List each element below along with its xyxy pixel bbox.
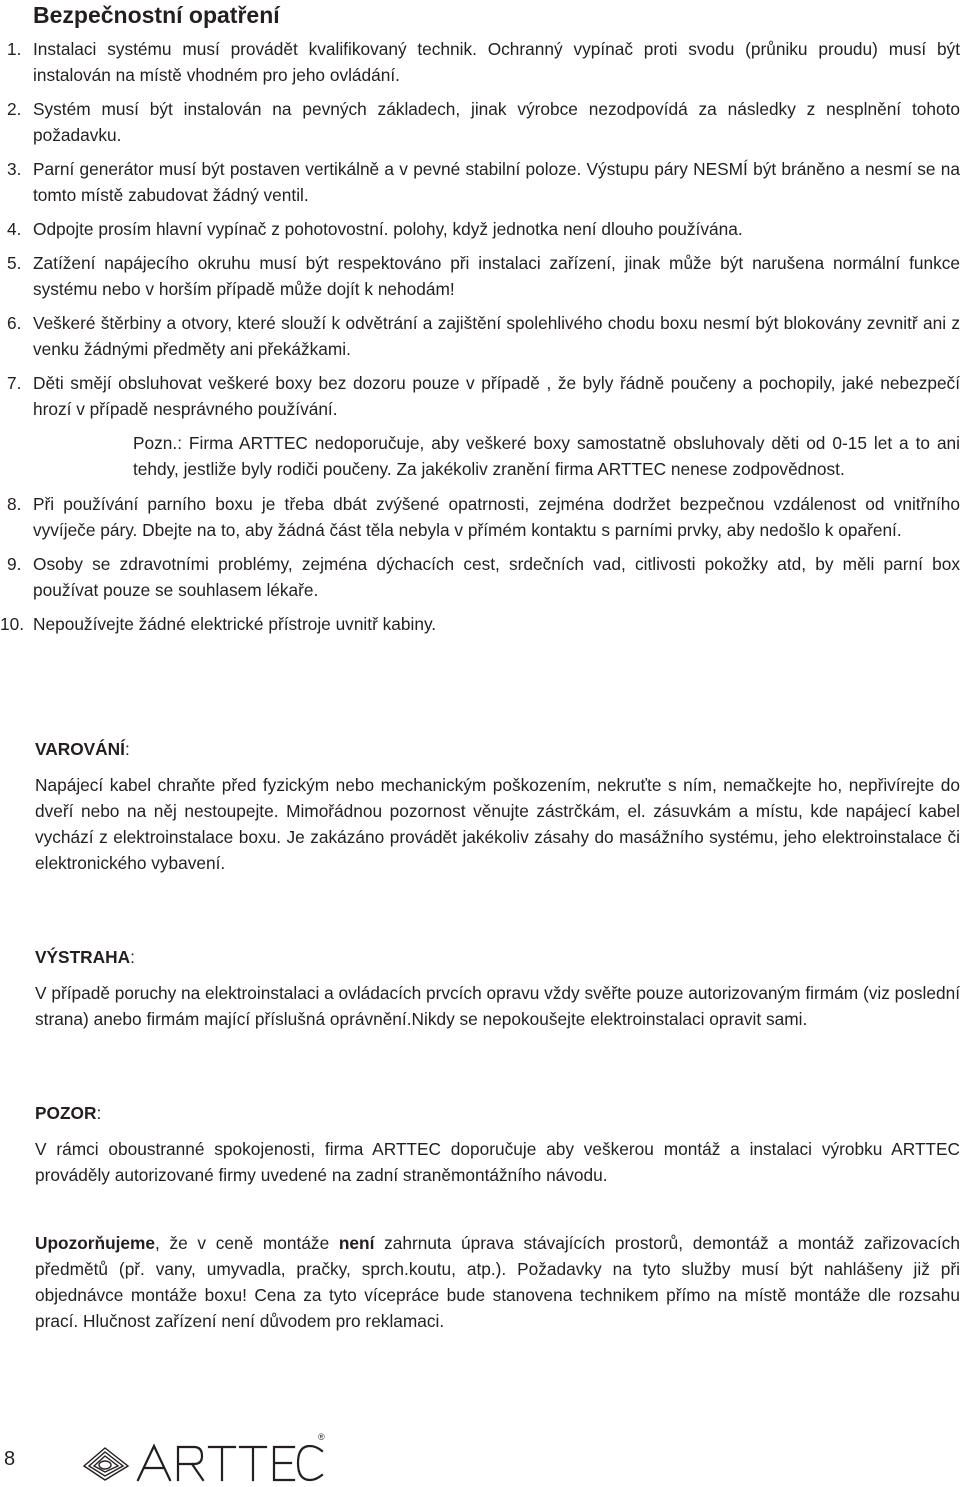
arttec-logo xyxy=(82,1432,328,1482)
caution-section xyxy=(35,944,960,1032)
attention-heading: POZOR xyxy=(35,1103,97,1123)
notice-part2: zahrnuta úprava stávajících prostorů, demontáž a montáž zařizovacích předmětů (př. vany, umyvadla, pračky, sprch.koutu, atp.). Požadavky na tyto služby musí být nahlášeny již při objednávce montáže boxu! Cena za tyto vícepráce bude stanovena technikem přímo na místě montáže dle rozsahu prací. Hlučnost zařízení není důvodem pro reklamaci. xyxy=(35,1233,960,1331)
list-item xyxy=(0,611,960,637)
list-item-text: Zatížení napájecího okruhu musí být respektováno při instalaci zařízení, jinak může být narušena normální funkce systému nebo v horším případě může dojít k nehodám! xyxy=(33,253,960,299)
list-item-number: 2. xyxy=(7,99,22,119)
warning-text: Napájecí kabel chraňte před fyzickým nebo mechanickým poškozením, nekruťte s ním, nemačkejte ho, nepřivírejte do dveří nebo na něj nestoupejte. Mimořádnou pozornost věnujte zástrčkám, el. zásuvkám a místu, kde napájecí kabel vychází z elektroinstalace boxu. Je zakázáno provádět jakékoliv zásahy do masážního systému, jeho elektroinstalace či elektronického vybavení. xyxy=(35,775,960,873)
safety-list xyxy=(0,36,960,637)
list-item-text: Parní generátor musí být postaven vertikálně a v pevné stabilní poloze. Výstupu páry NESMÍ být bráněno a nesmí se na tomto místě zabudovat žádný ventil. xyxy=(33,159,960,205)
caution-heading: VÝSTRAHA xyxy=(35,947,131,967)
caution-text: V případě poruchy na elektroinstalaci a ovládacích prvcích opravu vždy svěřte pouze autorizovaným firmám (viz poslední strana) anebo firmám mající příslušná oprávnění.Nikdy se nepokoušejte elektroinstalaci opravit sami. xyxy=(35,983,960,1029)
attention-section xyxy=(35,1100,960,1188)
list-item xyxy=(0,250,960,302)
warning-section xyxy=(35,736,960,876)
list-item-text: Instalaci systému musí provádět kvalifikovaný technik. Ochranný vypínač proti svodu (průniku proudu) musí být instalován na místě vhodném pro jeho ovládání. xyxy=(33,39,960,85)
heading-colon: : xyxy=(130,947,135,967)
list-item xyxy=(0,216,960,242)
list-item-text: Odpojte prosím hlavní vypínač z pohotovostní. polohy, když jednotka není dlouho používána. xyxy=(33,219,743,239)
list-item-number: 10. xyxy=(0,614,25,634)
list-item-text: Při používání parního boxu je třeba dbát zvýšené opatrnosti, zejména dodržet bezpečnou vzdálenost od vnitřního vyvíječe páry. Dbejte na to, aby žádná část těla nebyla v přímém kontaktu s parními prvky, aby nedošlo k opaření. xyxy=(33,494,960,540)
list-item-text: Děti smějí obsluhovat veškeré boxy bez dozoru pouze v případě , že byly řádně poučeny a pochopily, jaké nebezpečí hrozí v případě nesprávného používání. xyxy=(33,373,960,419)
notice-text xyxy=(35,1230,960,1334)
list-item-text: Osoby se zdravotními problémy, zejména dýchacích cest, srdečních vad, citlivosti pokožky atd, by měli parní box používat pouze se souhlasem lékaře. xyxy=(33,554,960,600)
list-item-number: 9. xyxy=(7,554,22,574)
list-item xyxy=(0,156,960,208)
list-item-text: Veškeré štěrbiny a otvory, které slouží k odvětrání a zajištění spolehlivého chodu boxu nesmí být blokovány zevnitř ani z venku žádnými předměty ani překážkami. xyxy=(33,313,960,359)
notice-heading: Upozorňujeme xyxy=(35,1233,156,1253)
list-item-number: 6. xyxy=(7,313,22,333)
notice-section xyxy=(35,1230,960,1334)
list-item-text: Systém musí být instalován na pevných základech, jinak výrobce nezodpovídá za následky z nesplnění tohoto požadavku. xyxy=(33,99,960,145)
notice-part1: , že v ceně montáže xyxy=(155,1233,339,1253)
notice-emphasis: není xyxy=(338,1233,375,1253)
list-item xyxy=(0,36,960,88)
list-item xyxy=(0,491,960,543)
heading-colon: : xyxy=(96,1103,102,1123)
list-item xyxy=(0,370,960,422)
list-item-number: 4. xyxy=(7,219,22,239)
list-item xyxy=(0,551,960,603)
page-number: 8 xyxy=(4,1448,16,1470)
heading-colon: : xyxy=(124,739,130,759)
list-item-number: 1. xyxy=(7,39,22,59)
attention-text: V rámci oboustranné spokojenosti, firma ARTTEC doporučuje aby veškerou montáž a instalaci výrobku ARTTEC prováděly autorizované firmy uvedené na zadní straněmontážního návodu. xyxy=(35,1139,960,1185)
arttec-logo-mark xyxy=(82,1436,328,1482)
list-item-number: 8. xyxy=(7,494,22,514)
registered-mark: ® xyxy=(318,1432,325,1442)
list-item xyxy=(0,310,960,362)
warning-heading: VAROVÁNÍ xyxy=(35,739,125,759)
list-item xyxy=(0,96,960,148)
list-item-number: 5. xyxy=(7,253,22,273)
list-item-number: 3. xyxy=(7,159,22,179)
page-title: Bezpečnostní opatření xyxy=(33,2,280,28)
note-paragraph: Pozn.: Firma ARTTEC nedoporučuje, aby veškeré boxy samostatně obsluhovaly děti od 0-15 let a to ani tehdy, jestliže byly rodiči poučeny. Za jakékoliv zranění firma ARTTEC nenese zodpovědnost. xyxy=(133,433,960,479)
list-item-number: 7. xyxy=(7,373,22,393)
list-item-text: Nepoužívejte žádné elektrické přístroje uvnitř kabiny. xyxy=(33,614,437,634)
